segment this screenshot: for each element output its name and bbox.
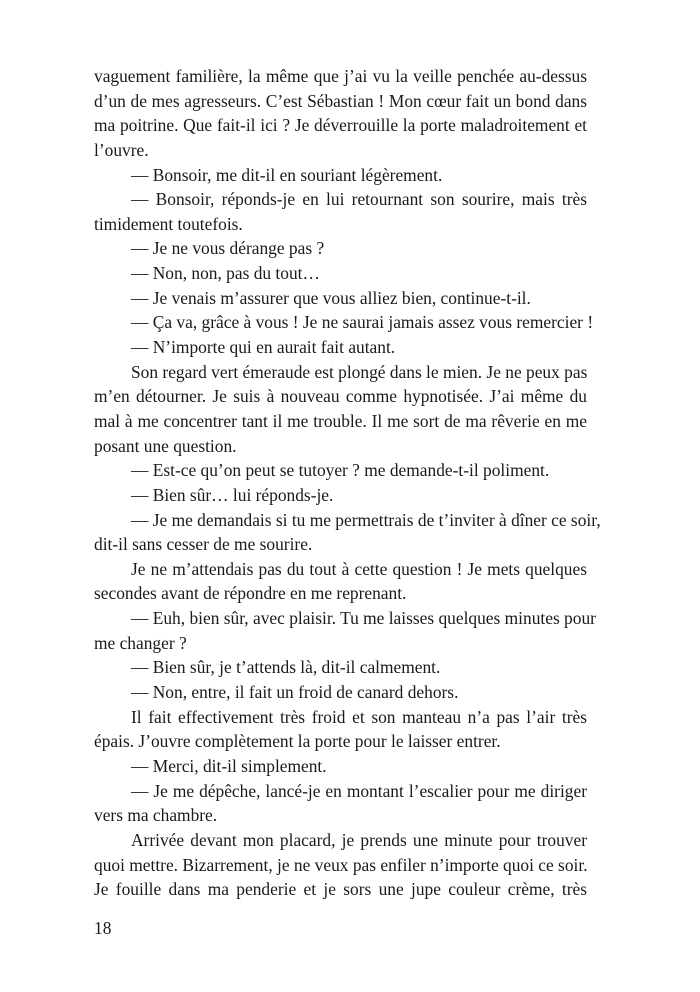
page-body-text: [94, 64, 601, 902]
text-line: posant une question.: [94, 435, 237, 456]
text-line: — Bien sûr, je t’attends là, dit-il calmement.: [131, 657, 441, 678]
text-line: Je ne m’attendais pas du tout à cette question ! Je mets quelques: [131, 558, 587, 579]
text-line: vaguement familière, la même que j’ai vu la veille penchée au-dessus: [94, 66, 587, 86]
text-line: — Non, entre, il fait un froid de canard dehors.: [131, 682, 459, 703]
text-line: d’un de mes agresseurs. C’est Sébastian ! Mon cœur fait un bond dans: [94, 90, 587, 111]
text-line: Je fouille dans ma penderie et je sors une jupe couleur crème, très: [94, 879, 587, 900]
text-line: — Euh, bien sûr, avec plaisir. Tu me laisses quelques minutes pour: [131, 608, 596, 629]
text-line: me changer ?: [94, 632, 187, 653]
text-line: secondes avant de répondre en me reprenant.: [94, 583, 407, 604]
text-line: vers ma chambre.: [94, 805, 218, 826]
text-line: — Merci, dit-il simplement.: [131, 755, 327, 776]
text-line: mal à me concentrer tant il me trouble. Il me sort de ma rêverie en me: [94, 410, 587, 431]
text-line: l’ouvre.: [94, 139, 149, 160]
text-line: ma poitrine. Que fait-il ici ? Je déverrouille la porte maladroitement et: [94, 115, 587, 136]
text-line: épais. J’ouvre complètement la porte pour le laisser entrer.: [94, 731, 501, 752]
text-line: — Est-ce qu’on peut se tutoyer ? me demande-t-il poliment.: [131, 460, 550, 481]
text-line: Arrivée devant mon placard, je prends une minute pour trouver: [131, 829, 587, 850]
text-line: — Ça va, grâce à vous ! Je ne saurai jamais assez vous remercier !: [131, 312, 594, 333]
text-line: m’en détourner. Je suis à nouveau comme hypnotisée. J’ai même du: [94, 386, 587, 407]
text-line: — Non, non, pas du tout…: [131, 263, 320, 284]
text-line: — Bonsoir, réponds-je en lui retournant son sourire, mais très: [131, 189, 587, 210]
text-line: — Je me dépêche, lancé-je en montant l’escalier pour me diriger: [131, 780, 587, 801]
text-line: — Je me demandais si tu me permettrais de t’inviter à dîner ce soir,: [131, 509, 601, 530]
text-line: Il fait effectivement très froid et son manteau n’a pas l’air très: [131, 706, 587, 727]
text-line: timidement toutefois.: [94, 213, 243, 234]
text-line: — Je ne vous dérange pas ?: [131, 238, 325, 259]
text-line: Son regard vert émeraude est plongé dans le mien. Je ne peux pas: [131, 361, 588, 382]
text-line: — Bien sûr… lui réponds-je.: [131, 484, 334, 505]
text-line: — Je venais m’assurer que vous alliez bien, continue-t-il.: [131, 287, 531, 308]
page-number: 18: [94, 918, 112, 938]
text-line: — N’importe qui en aurait fait autant.: [131, 337, 396, 358]
text-line: — Bonsoir, me dit-il en souriant légèrement.: [131, 164, 443, 185]
text-line: quoi mettre. Bizarrement, je ne veux pas enfiler n’importe quoi ce soir.: [94, 854, 588, 875]
text-line: dit-il sans cesser de me sourire.: [94, 534, 313, 555]
